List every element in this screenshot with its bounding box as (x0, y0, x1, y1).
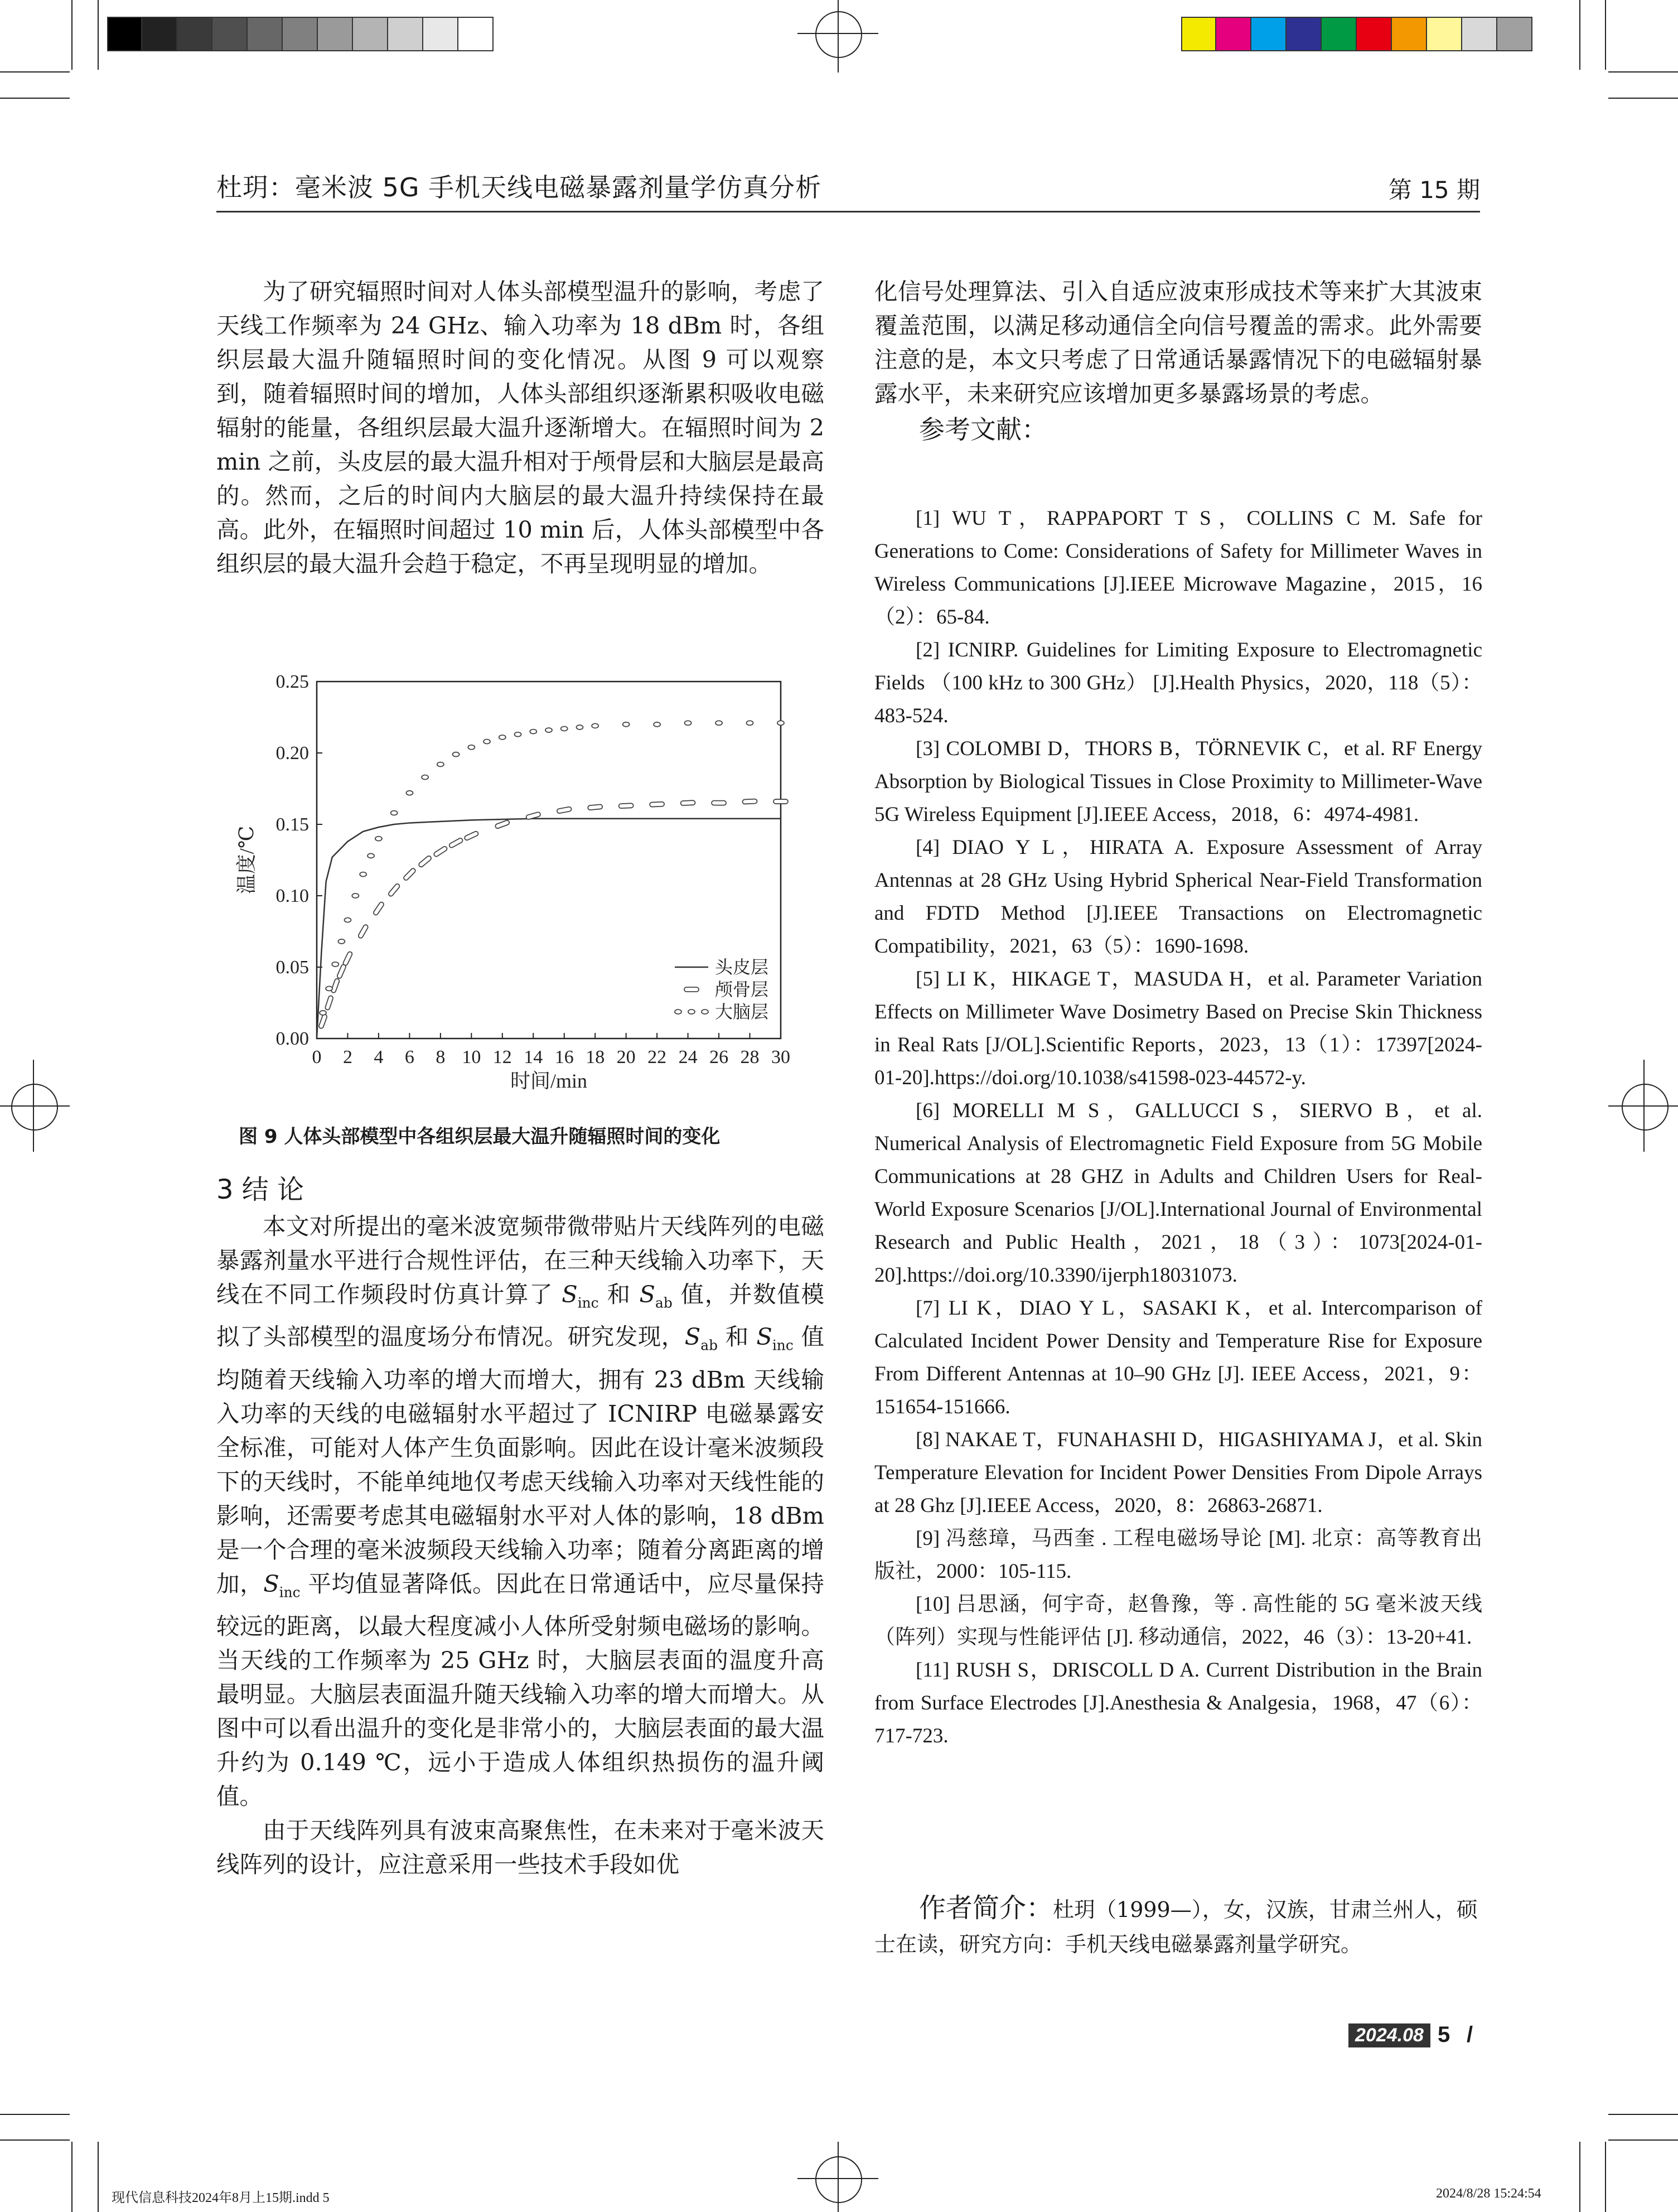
x-tick-label: 10 (462, 1047, 481, 1068)
x-tick-label: 0 (312, 1047, 322, 1068)
series-point-skull (557, 806, 572, 814)
series-point-brain (332, 962, 338, 967)
series-point-brain (468, 745, 475, 750)
legend-label: 头皮层 (715, 957, 769, 977)
color-swatch (1287, 17, 1322, 51)
legend-swatch-brain (688, 1010, 695, 1014)
y-tick-label: 0.15 (275, 814, 309, 835)
left-intro-paragraph: 为了研究辐照时间对人体头部模型温升的影响，考虑了天线工作频率为 24 GHz、输入功率为 18 dBm 时，各组织层最大温升随辐照时间的变化情况。从图 9 可以观察到，随着辐照时间的增加，人体头部组织逐渐累积吸收电磁辐射的能量，各组织层最大温升逐渐增大。在辐照时间为 2 min 之前，头皮层的最大温升相对于颅骨层和大脑层是最高的。然而，之后的时间内大脑层的最大温升持续保持在最高。此外，在辐照时间超过 10 min 后，人体头部模型中各组织层的最大温升会趋于稳定，不再呈现明显的增加。 (216, 278, 824, 577)
x-tick-label: 26 (709, 1047, 729, 1068)
indd-filename: 现代信息科技2024年8月上15期.indd 5 (112, 2191, 330, 2205)
reference-item: [9] 冯慈璋，马西奎 . 工程电磁场导论 [M]. 北京：高等教育出版社，2000：105-115. (874, 1527, 1482, 1583)
series-point-brain (654, 722, 660, 727)
color-swatch (1427, 17, 1462, 51)
series-point-skull (680, 800, 695, 805)
series-point-brain (576, 725, 583, 730)
color-swatch (458, 17, 494, 51)
series-point-skull (388, 883, 400, 897)
color-swatch (1357, 17, 1392, 51)
reference-item: [10] 吕思涵，何宇奇，赵鲁豫，等 . 高性能的 5G 毫米波天线（阵列）实现与性能评估 [J]. 移动通信，2022，46（3）：13-20+41. (874, 1593, 1482, 1649)
x-axis-label: 时间/min (510, 1070, 588, 1092)
x-tick-label: 2 (342, 1047, 352, 1068)
x-tick-label: 16 (554, 1047, 574, 1068)
series-point-brain (326, 986, 332, 991)
legend-swatch-brain (675, 1010, 681, 1014)
series-point-brain (685, 721, 691, 725)
series-point-brain (375, 837, 382, 841)
series-point-brain (530, 730, 536, 734)
x-tick-label: 12 (492, 1047, 512, 1068)
series-point-skull (448, 837, 463, 848)
series-point-brain (545, 728, 552, 732)
color-swatch (1251, 17, 1287, 51)
reference-item: [3] COLOMBI D，THORS B，TÖRNEVIK C，et al. RF Energy Absorption by Biological Tissues in Close Proximity to Millimeter-Wave 5G Wireless Equipment [J].IEEE Access，2018，6：4974-4981. (874, 737, 1482, 826)
series-point-skull (464, 830, 479, 841)
future-paragraph: 由于天线阵列具有波束高聚焦性，在未来对于毫米波天线阵列的设计，应注意采用一些技术手段如优 (216, 1816, 824, 1878)
issue-badge: 2024.08 (1348, 2023, 1430, 2047)
x-tick-label: 18 (586, 1047, 605, 1068)
reference-item: [8] NAKAE T，FUNAHASHI D，HIGASHIYAMA J，et al. Skin Temperature Elevation for Incident Power Densities From Dipole Arrays at 28 Ghz [J].IEEE Access，2020，8：26863-26871. (874, 1428, 1482, 1517)
series-point-brain (406, 791, 413, 795)
series-point-skull (495, 820, 510, 829)
y-tick-label: 0.25 (275, 672, 309, 692)
series-point-brain (777, 721, 784, 725)
reference-item: [11] RUSH S，DRISCOLL D A. Current Distribution in the Brain from Surface Electrodes [J].Anesthesia & Analgesia，1968，47（6）：717-723. (874, 1659, 1482, 1747)
figure-9-chart (234, 658, 825, 1110)
series-point-skull (742, 799, 757, 804)
series-point-brain (391, 811, 398, 815)
author-bio: 作者简介：杜玥（1999—），女，汉族，甘肃兰州人，硕士在读，研究方向：手机天线电磁暴露剂量学研究。 (874, 1892, 1478, 1957)
y-tick-label: 0.10 (275, 886, 309, 906)
series-point-skull (618, 803, 633, 808)
color-swatch (423, 17, 458, 51)
series-point-skull (331, 978, 340, 993)
grayscale-color-bar (107, 17, 494, 51)
series-point-brain (715, 721, 722, 725)
series-point-skull (373, 901, 384, 916)
y-tick-label: 0.00 (275, 1028, 309, 1049)
series-point-brain (344, 918, 351, 923)
series-point-brain (352, 894, 359, 898)
series-point-skull (650, 802, 664, 807)
header-rule (216, 211, 1480, 212)
color-swatch (142, 17, 177, 51)
color-swatch (177, 17, 212, 51)
x-tick-label: 6 (404, 1047, 414, 1068)
series-point-skull (418, 855, 432, 868)
color-swatch (388, 17, 423, 51)
page-number: 5 (1438, 2022, 1450, 2047)
y-axis-label: 温度/℃ (235, 825, 258, 895)
legend-label: 颅骨层 (715, 979, 769, 999)
series-point-skull (318, 1014, 327, 1029)
plot-frame (317, 682, 781, 1039)
series-point-brain (422, 775, 428, 780)
series-point-brain (592, 723, 598, 728)
series-point-skull (357, 924, 369, 939)
color-swatch (1181, 17, 1216, 51)
page-slash: / (1467, 2022, 1473, 2047)
x-tick-label: 20 (616, 1047, 636, 1068)
issue-number: 第 15 期 (1388, 176, 1480, 204)
x-tick-label: 30 (771, 1047, 790, 1068)
color-swatch (353, 17, 388, 51)
y-tick-label: 0.05 (275, 957, 309, 978)
series-point-brain (453, 752, 460, 757)
series-point-brain (320, 1011, 326, 1015)
legend-swatch-skull (684, 987, 699, 992)
x-tick-label: 4 (374, 1047, 384, 1068)
color-swatch (107, 17, 142, 51)
running-title: 杜玥：毫米波 5G 手机天线电磁暴露剂量学仿真分析 (216, 172, 822, 202)
references-title: 参考文献： (919, 414, 1047, 445)
color-swatch (318, 17, 353, 51)
reference-item: [1] WU T，RAPPAPORT T S，COLLINS C M. Safe for Generations to Come: Considerations of Safety for Millimeter Waves in Wireless Communications [J].IEEE Microwave Magazine，2015，16（2）：65-84. (874, 507, 1482, 629)
series-point-brain (561, 726, 568, 731)
series-point-brain (437, 762, 444, 766)
color-swatch (1322, 17, 1357, 51)
color-swatch (283, 17, 318, 51)
series-point-brain (623, 722, 630, 727)
series-point-skull (433, 846, 448, 857)
series-line-scalp (317, 819, 781, 1039)
x-tick-label: 22 (647, 1047, 667, 1068)
reference-item: [2] ICNIRP. Guidelines for Limiting Exposure to Electromagnetic Fields （100 kHz to 300 GHz） [J].Health Physics，2020，118（5）：483-524. (874, 639, 1482, 727)
series-point-skull (403, 868, 416, 881)
reference-item: [6] MORELLI M S，GALLUCCI S，SIERVO B，et al. Numerical Analysis of Electromagnetic Field Exposure from 5G Mobile Communications at 28 GHZ in Adults and Children Users for Real-World Exposure Scenarios [J/OL].International Journal of Environmental Research and Public Health，2021，18（3）：1073[2024-01-20].https://doi.org/10.3390/ijerph18031073. (874, 1099, 1482, 1287)
color-swatch (1497, 17, 1532, 51)
series-point-brain (338, 939, 345, 944)
x-tick-label: 24 (678, 1047, 698, 1068)
color-swatch (1216, 17, 1251, 51)
series-point-brain (747, 721, 753, 725)
series-point-brain (515, 732, 521, 737)
series-point-skull (342, 951, 352, 966)
series-point-brain (360, 872, 366, 877)
series-point-brain (483, 740, 490, 744)
right-continuation-paragraph: 化信号处理算法、引入自适应波束形成技术等来扩大其波束覆盖范围，以满足移动通信全向信号覆盖的需求。此外需要注意的是，本文只考虑了日常通话暴露情况下的电磁辐射暴露水平，未来研究应该增加更多暴露场景的考虑。 参考文献： (874, 274, 1482, 448)
x-tick-label: 14 (524, 1047, 543, 1068)
legend-swatch-brain (702, 1010, 708, 1014)
print-timestamp: 2024/8/28 15:24:54 (1436, 2186, 1541, 2201)
color-swatch (1392, 17, 1427, 51)
x-tick-label: 28 (740, 1047, 760, 1068)
conclusion-section (216, 1170, 824, 1881)
reference-item: [4] DIAO Y L，HIRATA A. Exposure Assessment of Array Antennas at 28 GHz Using Hybrid Spherical Near-Field Transformation and FDTD Method [J].IEEE Transactions on Electromagnetic Compatibility，2021，63（5）：1690-1698. (874, 836, 1482, 958)
series-point-skull (325, 995, 333, 1010)
series-point-skull (588, 804, 603, 810)
section-title: 3 结 论 (216, 1174, 304, 1205)
reference-item: [7] LI K，DIAO Y L，SASAKI K，et al. Intercomparison of Calculated Incident Power Density and Temperature Rise for Exposure From Different Antennas at 10–90 GHz [J]. IEEE Access，2021，9：151654-151666. (874, 1297, 1482, 1418)
series-point-skull (773, 799, 788, 804)
cmyk-color-bar (1181, 17, 1532, 51)
series-point-brain (367, 853, 374, 858)
series-point-brain (499, 735, 506, 740)
conclusion-paragraph: 本文对所提出的毫米波宽频带微带贴片天线阵列的电磁暴露剂量水平进行合规性评估，在三种天线输入功率下，天线在不同工作频段时仿真计算了 $S_{inc}$ 和 $S_{ab}$ 值，并数值模拟了头部模型的温度场分布情况。研究发现，$S_{ab}$ 和 $S_{inc}$ 值均随着天线输入功率的增大而增大，拥有 23 dBm 天线输入功率的天线的电磁辐射水平超过了 ICNIRP 电磁暴露安全标准，可能对人体产生负面影响。因此在设计毫米波频段下的天线时，不能单纯地仅考虑天线输入功率对天线性能的影响，还需要考虑其电磁辐射水平对人体的影响，18 dBm 是一个合理的毫米波频段天线输入功率；随着分离距离的增加，$S_{inc}$ 平均值显著降低。因此在日常通话中，应尽量保持较远的距离，以最大程度减小人体所受射频电磁场的影响。当天线的工作频率为 25 GHz 时，大脑层表面的温度升高最明显。大脑层表面温升随天线输入功率的增大而增大。从图中可以看出温升的变化是非常小的，大脑层表面的最大温升约为 0.149 ℃，远小于造成人体组织热损伤的温升阈值。 (216, 1213, 824, 1810)
x-tick-label: 8 (436, 1047, 446, 1068)
series-point-skull (712, 801, 726, 805)
reference-item: [5] LI K，HIKAGE T，MASUDA H，et al. Parameter Variation Effects on Millimeter Wave Dosimetry Based on Precise Skin Thickness in Real Rats [J/OL].Scientific Reports，2023，13（1）：17397[2024-01-20].https://doi.org/10.1038/s41598-023-44572-y. (874, 968, 1482, 1089)
color-swatch (248, 17, 283, 51)
color-swatch (1462, 17, 1497, 51)
y-tick-label: 0.20 (275, 743, 309, 764)
figure-caption: 图 9 人体头部模型中各组织层最大温升随辐照时间的变化 (239, 1126, 720, 1148)
color-swatch (212, 17, 248, 51)
reference-list (874, 502, 1482, 1752)
legend-label: 大脑层 (715, 1002, 769, 1022)
